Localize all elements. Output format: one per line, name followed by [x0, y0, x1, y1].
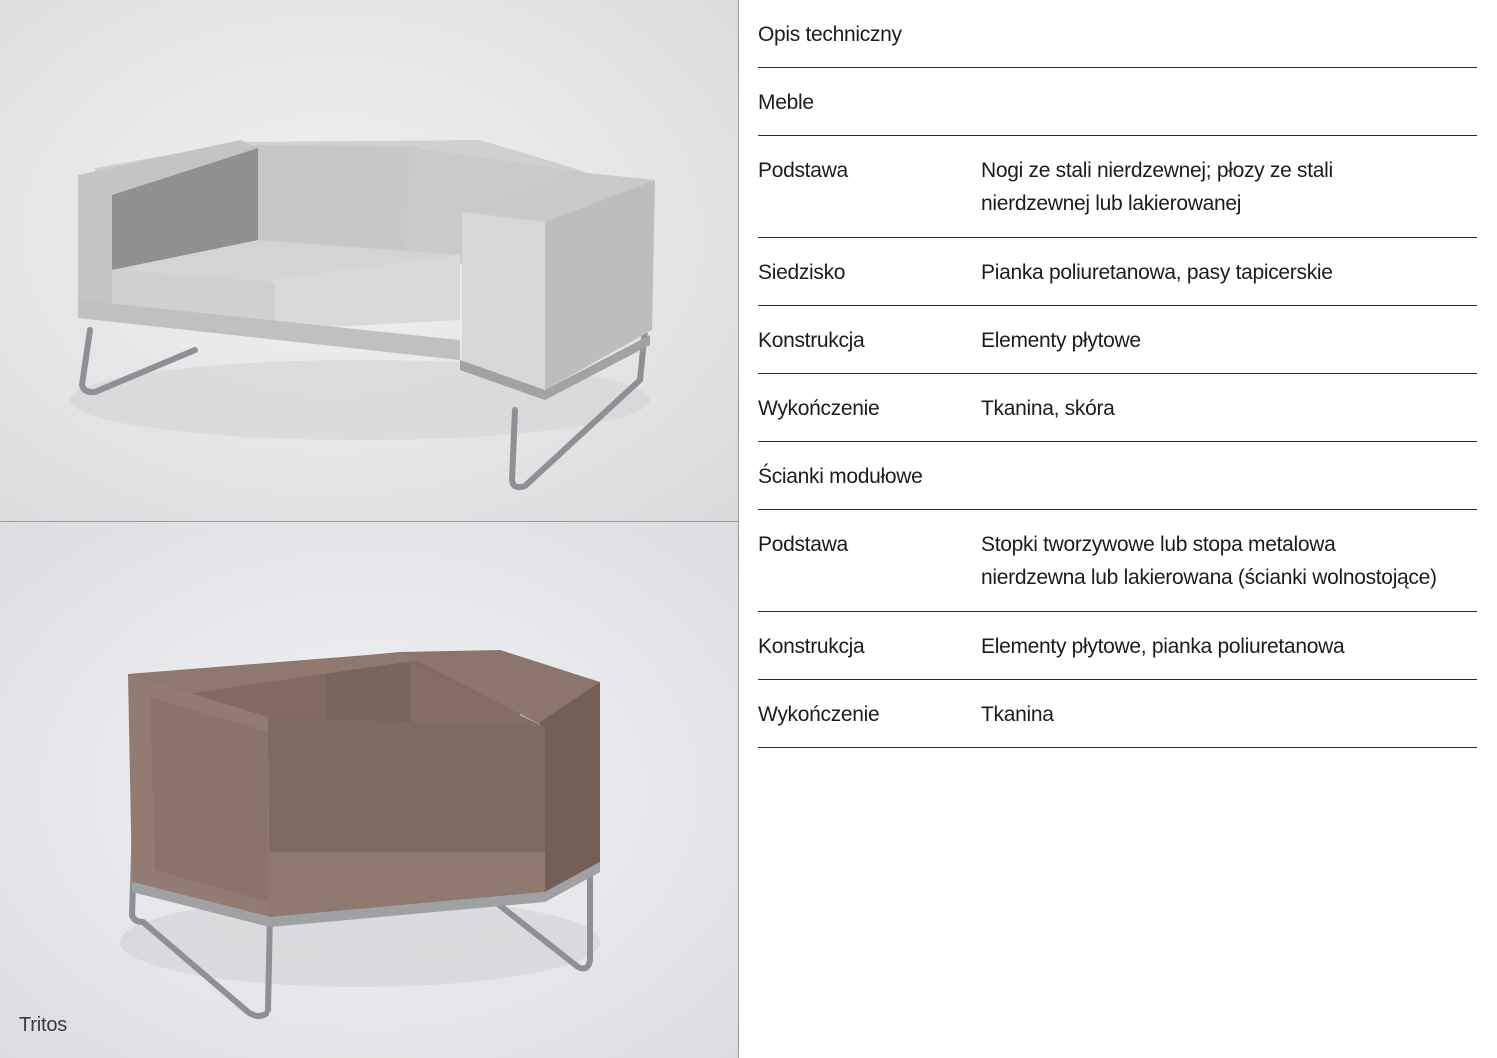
spec-value-line: nierdzewna lub lakierowana (ścianki wolnostojące)	[981, 566, 1437, 589]
section-heading-label: Meble	[758, 91, 814, 114]
sofa-photo	[0, 0, 738, 521]
spec-row	[758, 680, 1477, 748]
spec-row-label: Wykończenie	[758, 397, 880, 420]
spec-row	[758, 306, 1477, 374]
section-heading-scianki	[758, 442, 1477, 510]
spec-row	[758, 136, 1477, 238]
spec-value-line: Pianka poliuretanowa, pasy tapicerskie	[981, 261, 1333, 284]
spec-row	[758, 238, 1477, 306]
spec-value-line: Elementy płytowe, pianka poliuretanowa	[981, 635, 1345, 658]
spec-row-label: Konstrukcja	[758, 635, 865, 658]
product-caption: Tritos	[19, 1014, 68, 1036]
spec-row-value	[981, 630, 1481, 663]
armchair-illustration	[0, 522, 738, 1058]
spec-row-value	[981, 324, 1481, 357]
spec-row-label: Wykończenie	[758, 703, 880, 726]
spec-value-line: nierdzewnej lub lakierowanej	[981, 192, 1242, 215]
spec-row-value	[981, 698, 1481, 731]
spec-row-value	[981, 256, 1481, 289]
spec-value-line: Nogi ze stali nierdzewnej; płozy ze stali	[981, 159, 1333, 182]
spec-title: Opis techniczny	[758, 23, 902, 46]
spec-row-value	[981, 528, 1481, 594]
spec-row-value	[981, 392, 1481, 425]
section-heading-label: Ścianki modułowe	[758, 465, 923, 488]
section-heading-meble	[758, 68, 1477, 136]
spec-row	[758, 510, 1477, 612]
column-divider	[738, 0, 739, 1058]
spec-row	[758, 612, 1477, 680]
spec-row-label: Konstrukcja	[758, 329, 865, 352]
spec-title-row	[758, 0, 1477, 68]
spec-value-line: Tkanina	[981, 703, 1054, 726]
armchair-photo	[0, 522, 738, 1058]
spec-value-line: Stopki tworzywowe lub stopa metalowa	[981, 533, 1336, 556]
spec-table	[758, 0, 1477, 748]
spec-row-label: Podstawa	[758, 533, 848, 556]
spec-row-value	[981, 154, 1481, 220]
spec-value-line: Tkanina, skóra	[981, 397, 1115, 420]
spec-row-label: Podstawa	[758, 159, 848, 182]
spec-row-label: Siedzisko	[758, 261, 846, 284]
spec-row	[758, 374, 1477, 442]
spec-value-line: Elementy płytowe	[981, 329, 1141, 352]
sofa-illustration	[0, 0, 738, 521]
